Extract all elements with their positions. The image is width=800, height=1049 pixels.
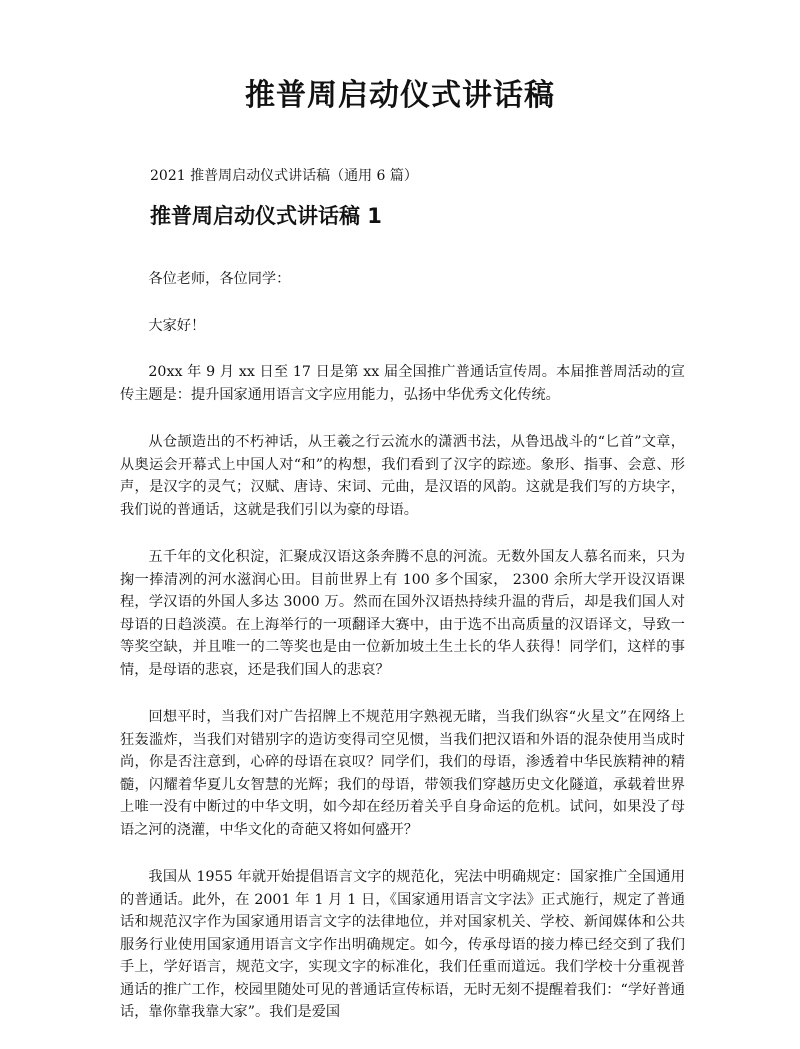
document-body [120, 268, 685, 1049]
paragraph: 回想平时，当我们对广告招牌上不规范用字熟视无睹，当我们纵容“火星文”在网络上狂轰滥炸，当我们对错别字的造访变得司空见惯，当我们把汉语和外语的混杂使用当成时尚，你是否注意到，心碎的母语在哀叹？同学们，我们的母语，渗透着中华民族精神的精髓，闪耀着华夏儿女智慧的光辉；我们的母语，带领我们穿越历史文化隧道，承载着世界上唯一没有中断过的中华文明，如今却在经历着关乎自身命运的危机。试问，如果没了母语之河的浇灌，中华文化的奇葩又将如何盛开？ [120, 709, 685, 838]
paragraph: 我国从 1955 年就开始提倡语言文字的规范化，宪法中明确规定：国家推广全国通用的普通话。此外，在 2001 年 1 月 1 日，《国家通用语言文字法》正式施行，规定了普通话和规范汉字作为国家通用语言文字的法律地位，并对国家机关、学校、新闻媒体和公共服务行业使用国家通用语言文字作出明确规定。如今，传承母语的接力棒已经交到了我们手上，学好语言，规范文字，实现文字的标准化，我们任重而道远。我们学校十分重视普通话的推广工作，校园里随处可见的普通话宣传标语，无时无刻不提醒着我们：“学好普通话，靠你靠我靠大家”。我们是爱国 [120, 869, 685, 1020]
paragraph: 从仓颉造出的不朽神话，从王羲之行云流水的潇洒书法，从鲁迅战斗的“匕首”文章，从奥运会开幕式上中国人对“和”的构想，我们看到了汉字的踪迹。象形、指事、会意、形声，是汉字的灵气；汉赋、唐诗、宋词、元曲，是汉语的风韵。这就是我们写的方块字，我们说的普通话，这就是我们引以为豪的母语。 [120, 434, 685, 518]
document-subtitle: 2021 推普周启动仪式讲话稿（通用 6 篇） [150, 168, 418, 184]
paragraph-greeting: 各位老师，各位同学： [148, 271, 291, 287]
paragraph: 20xx 年 9 月 xx 日至 17 日是第 xx 届全国推广普通话宣传周。本届推普周活动的宣传主题是：提升国家通用语言文字应用能力，弘扬中华优秀文化传统。 [120, 364, 685, 403]
paragraph-hello: 大家好！ [148, 317, 206, 334]
section-heading: 推普周启动仪式讲话稿 1 [150, 204, 382, 228]
paragraph: 五千年的文化积淀，汇聚成汉语这条奔腾不息的河流。无数外国友人慕名而来，只为掬一捧清冽的河水滋润心田。目前世界上有 100 多个国家， 2300 余所大学开设汉语课程，学汉语的外国人多达 3000 万。然而在国外汉语热持续升温的背后，却是我们国人对母语的日趋淡漠。在上海举行的一项翻译大赛中，由于选不出高质量的汉语译文，导致一等奖空缺，并且唯一的二等奖也是由一位新加坡土生土长的华人获得！同学们，这样的事情，是母语的悲哀，还是我们国人的悲哀？ [120, 549, 685, 678]
document-title: 推普周启动仪式讲话稿 [245, 78, 555, 113]
